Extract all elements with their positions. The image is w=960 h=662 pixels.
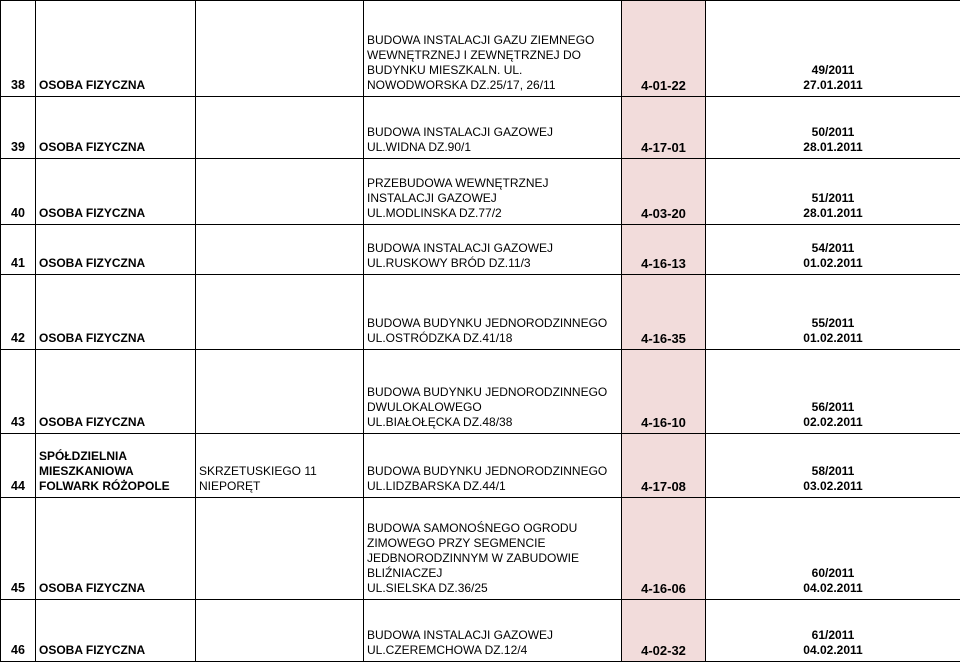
project-description-cell (364, 434, 622, 498)
project-description-line: UL.WIDNA DZ.90/1 (367, 140, 618, 155)
decision-date: 01.02.2011 (709, 256, 957, 271)
row-number-cell (1, 225, 36, 275)
decision-cell (706, 225, 960, 275)
project-description-line: INSTALACJI GAZOWEJ (367, 191, 618, 206)
area-code: 4-16-13 (625, 256, 702, 271)
decision-number: 58/2011 (709, 464, 957, 479)
investor-name-line: OSOBA FIZYCZNA (39, 643, 192, 658)
area-code-cell (622, 1, 706, 97)
project-description-line: PRZEBUDOWA WEWNĘTRZNEJ (367, 176, 618, 191)
area-code-cell (622, 97, 706, 159)
investor-address-cell (196, 600, 364, 662)
area-code: 4-17-01 (625, 140, 702, 155)
investor-address-line: NIEPORĘT (199, 479, 360, 494)
decision-cell (706, 275, 960, 350)
table-body (1, 1, 960, 662)
decision-cell (706, 97, 960, 159)
project-description-line: WEWNĘTRZNEJ I ZEWNĘTRZNEJ DO (367, 48, 618, 63)
area-code: 4-16-35 (625, 331, 702, 346)
investor-name-line: OSOBA FIZYCZNA (39, 581, 192, 596)
row-number: 46 (4, 643, 32, 658)
project-description-cell (364, 159, 622, 225)
investor-name-cell (36, 1, 196, 97)
decision-cell (706, 159, 960, 225)
table-row (1, 350, 960, 434)
investor-name-cell (36, 225, 196, 275)
investor-name-line: SPÓŁDZIELNIA (39, 449, 192, 464)
decision-cell (706, 498, 960, 600)
investor-name-cell (36, 159, 196, 225)
table-row (1, 434, 960, 498)
area-code: 4-03-20 (625, 206, 702, 221)
row-number-cell (1, 1, 36, 97)
area-code: 4-16-06 (625, 581, 702, 596)
decision-number: 55/2011 (709, 316, 957, 331)
decision-date: 27.01.2011 (709, 78, 957, 93)
project-description-cell (364, 350, 622, 434)
area-code-cell (622, 275, 706, 350)
row-number-cell (1, 275, 36, 350)
investor-address-cell (196, 434, 364, 498)
decision-number: 56/2011 (709, 400, 957, 415)
area-code: 4-17-08 (625, 479, 702, 494)
investor-name-cell (36, 275, 196, 350)
project-description-cell (364, 1, 622, 97)
project-description-line: UL.LIDZBARSKA DZ.44/1 (367, 479, 618, 494)
area-code-cell (622, 159, 706, 225)
investor-name-line: OSOBA FIZYCZNA (39, 78, 192, 93)
project-description-line: BUDOWA BUDYNKU JEDNORODZINNEGO (367, 316, 618, 331)
row-number-cell (1, 600, 36, 662)
project-description-line: UL.CZEREMCHOWA DZ.12/4 (367, 643, 618, 658)
row-number: 41 (4, 256, 32, 271)
decision-date: 04.02.2011 (709, 643, 957, 658)
project-description-cell (364, 498, 622, 600)
investor-address-cell (196, 97, 364, 159)
row-number: 43 (4, 415, 32, 430)
investor-name-line: FOLWARK RÓŻOPOLE (39, 479, 192, 494)
investor-name-cell (36, 600, 196, 662)
project-description-line: BUDOWA INSTALACJI GAZOWEJ (367, 125, 618, 140)
project-description-line: BUDOWA SAMONOŚNEGO OGRODU (367, 521, 618, 536)
area-code-cell (622, 498, 706, 600)
decision-date: 03.02.2011 (709, 479, 957, 494)
table-row (1, 498, 960, 600)
project-description-cell (364, 97, 622, 159)
investor-name-cell (36, 498, 196, 600)
decision-date: 04.02.2011 (709, 581, 957, 596)
row-number-cell (1, 350, 36, 434)
project-description-cell (364, 275, 622, 350)
investor-name-cell (36, 350, 196, 434)
table-row (1, 600, 960, 662)
area-code-cell (622, 600, 706, 662)
row-number: 38 (4, 78, 32, 93)
decision-number: 60/2011 (709, 566, 957, 581)
area-code: 4-16-10 (625, 415, 702, 430)
table-row (1, 159, 960, 225)
project-description-cell (364, 225, 622, 275)
project-description-line: BUDOWA INSTALACJI GAZU ZIEMNEGO (367, 33, 618, 48)
area-code: 4-02-32 (625, 643, 702, 658)
row-number-cell (1, 498, 36, 600)
decision-date: 01.02.2011 (709, 331, 957, 346)
project-description-line: NOWODWORSKA DZ.25/17, 26/11 (367, 78, 618, 93)
investor-name-line: OSOBA FIZYCZNA (39, 331, 192, 346)
decision-cell (706, 600, 960, 662)
decision-number: 61/2011 (709, 628, 957, 643)
project-description-line: UL.RUSKOWY BRÓD DZ.11/3 (367, 256, 618, 271)
investor-address-cell (196, 275, 364, 350)
row-number-cell (1, 434, 36, 498)
decision-cell (706, 1, 960, 97)
project-description-line: DWULOKALOWEGO (367, 400, 618, 415)
row-number: 45 (4, 581, 32, 596)
table-row (1, 97, 960, 159)
area-code-cell (622, 434, 706, 498)
investor-address-cell (196, 159, 364, 225)
project-description-line: BLIŹNIACZEJ (367, 566, 618, 581)
project-description-line: UL.BIAŁOŁĘCKA DZ.48/38 (367, 415, 618, 430)
investor-address-cell (196, 350, 364, 434)
decision-date: 28.01.2011 (709, 140, 957, 155)
decision-date: 28.01.2011 (709, 206, 957, 221)
project-description-line: ZIMOWEGO PRZY SEGMENCIE (367, 536, 618, 551)
table-row (1, 1, 960, 97)
row-number: 44 (4, 479, 32, 494)
project-description-line: BUDOWA INSTALACJI GAZOWEJ (367, 628, 618, 643)
decision-number: 49/2011 (709, 63, 957, 78)
decision-number: 50/2011 (709, 125, 957, 140)
investor-name-line: OSOBA FIZYCZNA (39, 206, 192, 221)
area-code: 4-01-22 (625, 78, 702, 93)
table-row (1, 225, 960, 275)
decision-number: 51/2011 (709, 191, 957, 206)
project-description-line: BUDYNKU MIESZKALN. UL. (367, 63, 618, 78)
area-code-cell (622, 350, 706, 434)
project-description-line: BUDOWA BUDYNKU JEDNORODZINNEGO (367, 464, 618, 479)
investor-name-cell (36, 97, 196, 159)
row-number-cell (1, 159, 36, 225)
project-description-line: BUDOWA INSTALACJI GAZOWEJ (367, 241, 618, 256)
investor-name-line: OSOBA FIZYCZNA (39, 415, 192, 430)
investor-name-line: OSOBA FIZYCZNA (39, 140, 192, 155)
row-number: 40 (4, 206, 32, 221)
investor-address-cell (196, 225, 364, 275)
project-description-line: UL.SIELSKA DZ.36/25 (367, 581, 618, 596)
row-number-cell (1, 97, 36, 159)
project-description-cell (364, 600, 622, 662)
decision-cell (706, 434, 960, 498)
row-number: 42 (4, 331, 32, 346)
investor-address-cell (196, 498, 364, 600)
investor-address-cell (196, 1, 364, 97)
project-description-line: BUDOWA BUDYNKU JEDNORODZINNEGO (367, 385, 618, 400)
investor-address-line: SKRZETUSKIEGO 11 (199, 464, 360, 479)
row-number: 39 (4, 140, 32, 155)
table-row (1, 275, 960, 350)
investor-name-line: MIESZKANIOWA (39, 464, 192, 479)
decision-cell (706, 350, 960, 434)
decision-date: 02.02.2011 (709, 415, 957, 430)
area-code-cell (622, 225, 706, 275)
project-description-line: UL.MODLINSKA DZ.77/2 (367, 206, 618, 221)
investor-name-line: OSOBA FIZYCZNA (39, 256, 192, 271)
project-description-line: JEDBNORODZINNYM W ZABUDOWIE (367, 551, 618, 566)
decision-number: 54/2011 (709, 241, 957, 256)
project-description-line: UL.OSTRÓDZKA DZ.41/18 (367, 331, 618, 346)
investor-name-cell (36, 434, 196, 498)
